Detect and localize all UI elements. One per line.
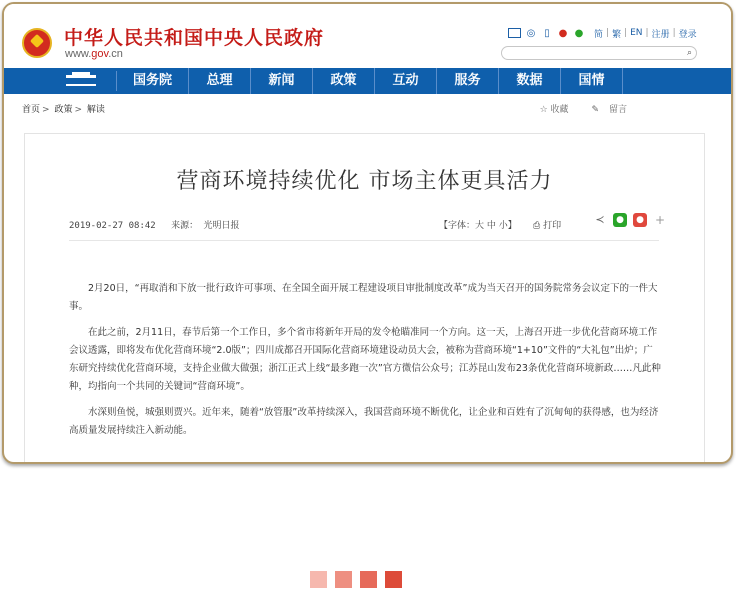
wechat-share-icon[interactable]: ●	[613, 213, 627, 227]
top-links: 简 | 繁 | EN | 注册 | 登录	[591, 27, 700, 40]
article-paragraph: 水深则鱼悦，城强则贾兴。近年来，随着“放管服”改革持续深入，我国营商环境不断优化，让企业和百姓有了沉甸甸的获得感，也为经济高质量发展持续注入新动能。	[69, 407, 659, 436]
page-dot[interactable]	[385, 571, 402, 588]
favorite-button[interactable]: ☆ 收藏	[539, 105, 569, 115]
article-title: 营商环境持续优化 市场主体更具活力	[176, 169, 553, 194]
article-source: 来源： 光明日报	[171, 221, 240, 231]
article-date: 2019-02-27 08:42	[69, 221, 156, 231]
weibo-icon[interactable]: ●	[558, 27, 568, 39]
mobile-icon[interactable]: ▯	[544, 27, 550, 39]
article-card	[24, 133, 705, 464]
print-button[interactable]	[533, 218, 561, 231]
breadcrumb-interpretation[interactable]: 解读	[86, 105, 105, 115]
page-dot[interactable]	[360, 571, 377, 588]
page-actions	[530, 102, 627, 115]
link-traditional[interactable]: 繁	[612, 29, 622, 40]
pen-icon: ✎	[591, 105, 599, 115]
print-label: 打印	[543, 221, 562, 231]
link-simplified[interactable]: 简	[594, 29, 604, 40]
browser-frame	[2, 2, 733, 464]
web-icon[interactable]: ◎	[526, 27, 536, 39]
more-share-icon[interactable]: +	[654, 213, 666, 227]
comment-label: 留言	[608, 105, 627, 115]
page-dot[interactable]	[335, 571, 352, 588]
breadcrumb-home[interactable]: 首页	[22, 105, 41, 115]
site-header	[4, 4, 731, 68]
page-dot[interactable]	[310, 571, 327, 588]
search-input[interactable]	[501, 46, 697, 60]
link-register[interactable]: 注册	[651, 29, 670, 40]
home-nav-icon[interactable]	[48, 71, 117, 91]
url-suffix: .cn	[108, 48, 123, 60]
main-nav	[4, 68, 731, 94]
nav-item-data[interactable]: 数据	[499, 68, 561, 94]
print-icon: ⎙	[533, 221, 541, 231]
national-emblem-icon[interactable]	[22, 28, 52, 58]
article-paragraph: 2月20日，“再取消和下放一批行政许可事项、在全国全面开展工程建设项目审批制度改革”成为当天召开的国务院常务会议定下的一件大事。	[69, 283, 658, 312]
site-url[interactable]	[65, 48, 123, 60]
comment-button[interactable]	[581, 105, 627, 115]
share-icon[interactable]: ≺	[595, 213, 605, 226]
url-brand: gov	[91, 48, 109, 60]
title-divider	[69, 240, 659, 241]
nav-item-state-council[interactable]: 国务院	[117, 68, 189, 94]
article-paragraph: 在此之前，2月11日，春节后第一个工作日，多个省市将新年开局的发令枪瞄准同一个方向。这一天，上海召开进一步优化营商环境工作会议透露，即将发布优化营商环境“2.0版”；四川成都召开国际化营商环境建设动员大会，被称为营商环境“1+10”文件的“大礼包”出炉；广东研究持续优化营商环境，支持企业做大做强；浙江正式上线“最多跑一次”官方微信公众号；江苏昆山发布23条优化营商环境新政……凡此种种，均指向一个共同的关键词“营商环境”。	[69, 327, 661, 392]
nav-item-news[interactable]: 新闻	[251, 68, 313, 94]
search-icon[interactable]: ⌕	[686, 48, 692, 58]
link-english[interactable]: EN	[630, 28, 643, 38]
link-login[interactable]: 登录	[678, 29, 697, 40]
font-size-control[interactable]: 【字体：大 中 小】	[439, 221, 517, 231]
wechat-icon[interactable]: ●	[574, 27, 584, 39]
mail-icon[interactable]	[508, 28, 521, 38]
share-bar	[587, 213, 667, 227]
nav-item-premier[interactable]: 总理	[189, 68, 251, 94]
nav-item-policy[interactable]: 政策	[313, 68, 375, 94]
site-title[interactable]: 中华人民共和国中央人民政府	[64, 27, 325, 49]
breadcrumb-policy[interactable]: 政策	[54, 105, 73, 115]
article-meta	[69, 218, 250, 231]
nav-item-national-info[interactable]: 国情	[561, 68, 623, 94]
pagination-dots	[310, 571, 410, 588]
breadcrumb: 首页 > 政策 > 解读	[22, 105, 105, 115]
url-prefix: www.	[65, 48, 92, 60]
nav-item-service[interactable]: 服务	[437, 68, 499, 94]
weibo-share-icon[interactable]: ●	[633, 213, 647, 227]
nav-item-interaction[interactable]: 互动	[375, 68, 437, 94]
top-toolbar	[508, 26, 700, 40]
article-body	[69, 280, 661, 448]
